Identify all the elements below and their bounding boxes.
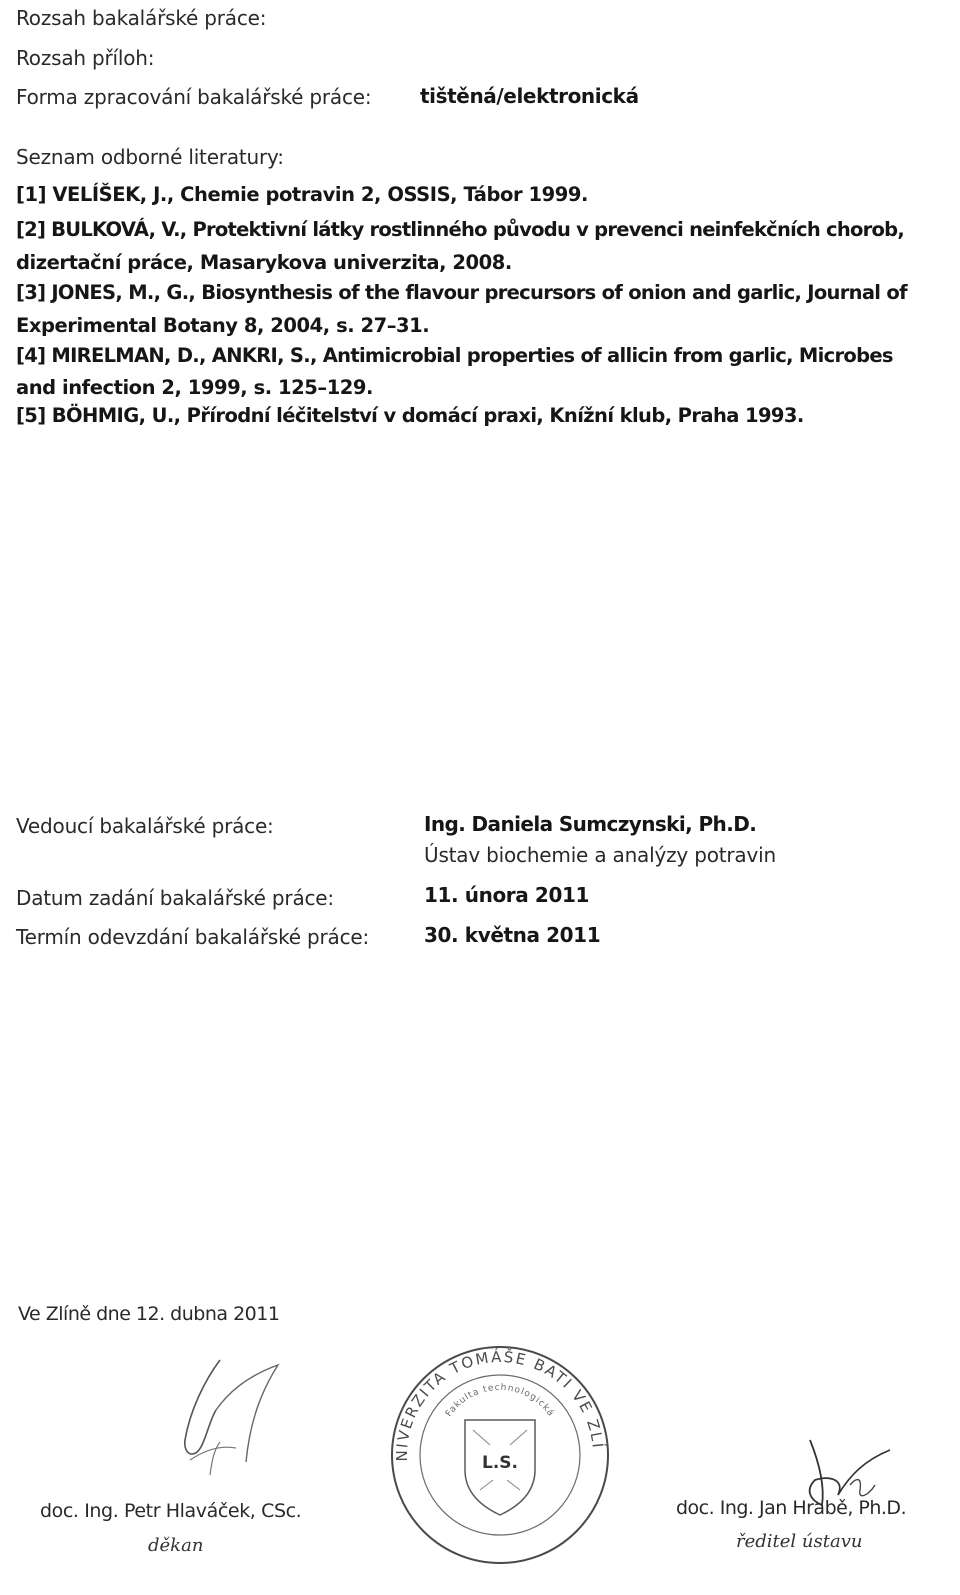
rozsah-priloh-label: Rozsah příloh: bbox=[16, 46, 155, 70]
forma-label: Forma zpracování bakalářské práce: bbox=[16, 85, 372, 109]
literature-line: dizertační práce, Masarykova univerzita, 2008. bbox=[16, 251, 512, 274]
termin-label: Termín odevzdání bakalářské práce: bbox=[16, 925, 370, 949]
literature-line: and infection 2, 1999, s. 125–129. bbox=[16, 376, 373, 399]
forma-value: tištěná/elektronická bbox=[420, 84, 639, 108]
literature-line: [2] BULKOVÁ, V., Protektivní látky rostlinného původu v prevenci neinfekčních chorob, bbox=[16, 218, 904, 241]
vedouci-department: Ústav biochemie a analýzy potravin bbox=[424, 843, 776, 867]
termin-value: 30. května 2011 bbox=[424, 923, 601, 947]
vedouci-name: Ing. Daniela Sumczynski, Ph.D. bbox=[424, 812, 757, 836]
literature-line: [1] VELÍŠEK, J., Chemie potravin 2, OSSIS, Tábor 1999. bbox=[16, 183, 588, 206]
left-signature-scribble bbox=[150, 1350, 300, 1490]
left-signatory-name: doc. Ing. Petr Hlaváček, CSc. bbox=[40, 1500, 302, 1522]
university-stamp bbox=[385, 1330, 615, 1570]
rozsah-prace-label: Rozsah bakalářské práce: bbox=[16, 6, 267, 30]
right-signatory-role: ředitel ústavu bbox=[736, 1531, 863, 1552]
datum-value: 11. února 2011 bbox=[424, 883, 589, 907]
literature-heading: Seznam odborné literatury: bbox=[16, 145, 284, 169]
literature-line: [4] MIRELMAN, D., ANKRI, S., Antimicrobial properties of allicin from garlic, Microbes bbox=[16, 344, 893, 367]
stamp-inner-text: Fakulta technologická bbox=[444, 1382, 556, 1419]
stamp-center-text: L.S. bbox=[482, 1453, 518, 1473]
literature-line: [5] BÖHMIG, U., Přírodní léčitelství v domácí praxi, Knížní klub, Praha 1993. bbox=[16, 404, 804, 427]
vedouci-label: Vedoucí bakalářské práce: bbox=[16, 814, 274, 838]
right-signatory-name: doc. Ing. Jan Hrabě, Ph.D. bbox=[676, 1497, 907, 1519]
place-date: Ve Zlíně dne 12. dubna 2011 bbox=[18, 1303, 280, 1325]
literature-line: [3] JONES, M., G., Biosynthesis of the flavour precursors of onion and garlic, Journal of bbox=[16, 281, 907, 304]
left-signatory-role: děkan bbox=[148, 1535, 204, 1556]
datum-label: Datum zadání bakalářské práce: bbox=[16, 886, 334, 910]
literature-line: Experimental Botany 8, 2004, s. 27–31. bbox=[16, 314, 430, 337]
stamp-ring-text: NIVERZITA TOMÁŠE BATI VE ZLÍ bbox=[392, 1347, 607, 1462]
